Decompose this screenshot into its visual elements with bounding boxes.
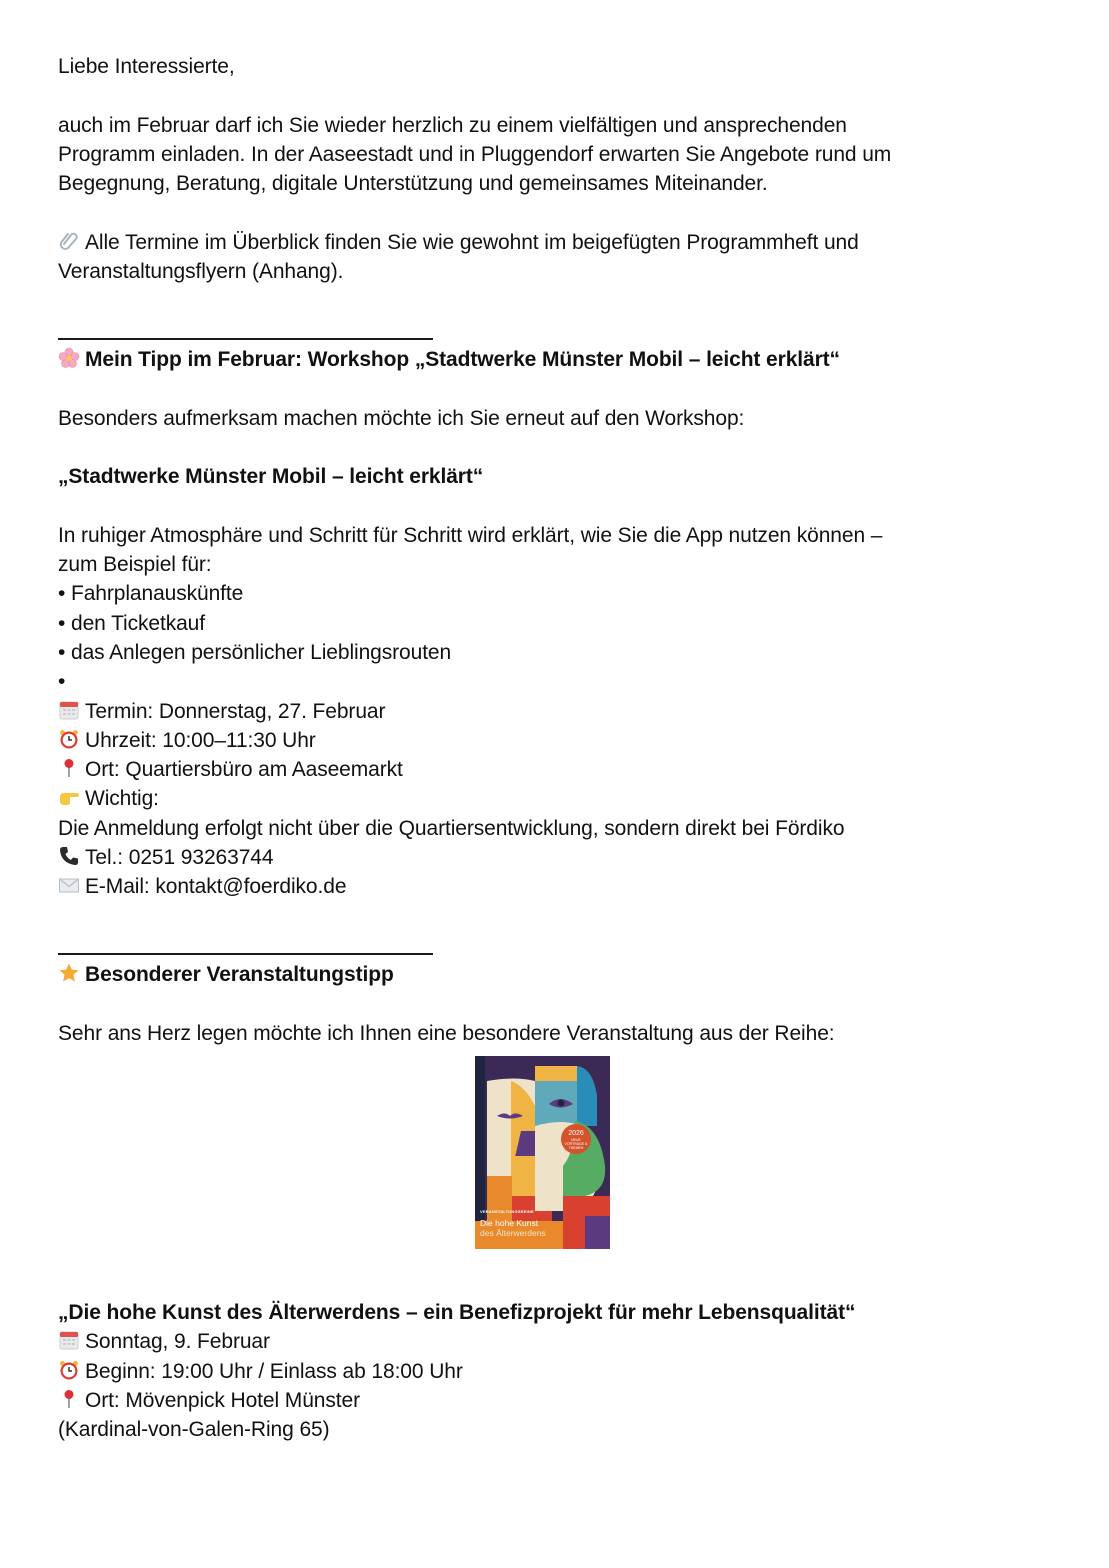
workshop-email	[58, 872, 1048, 901]
event-time-text: Beginn: 19:00 Uhr / Einlass ab 18:00 Uhr	[85, 1359, 463, 1383]
workshop-title: „Stadtwerke Münster Mobil – leicht erklärt“	[58, 465, 484, 489]
spacer	[58, 990, 1048, 1019]
tip-heading-text: Mein Tipp im Februar: Workshop „Stadtwerke Münster Mobil – leicht erklärt“	[85, 347, 840, 371]
workshop-time	[58, 726, 1048, 755]
alarm-clock-icon	[58, 1359, 80, 1381]
phone-icon	[58, 845, 80, 867]
attachment-note	[58, 228, 1048, 257]
poster-badge-year: 2026	[568, 1130, 584, 1138]
workshop-phone-text: Tel.: 0251 93263744	[85, 846, 274, 870]
intro-line: Begegnung, Beratung, digitale Unterstützung und gemeinsames Miteinander.	[58, 172, 768, 196]
separator-line	[58, 931, 1048, 960]
workshop-time-text: Uhrzeit: 10:00–11:30 Uhr	[85, 728, 316, 752]
workshop-date-text: Termin: Donnerstag, 27. Februar	[85, 699, 386, 723]
envelope-icon	[58, 874, 80, 896]
pushpin-icon	[58, 757, 80, 779]
spacer	[58, 374, 1048, 403]
attachment-text: Alle Termine im Überblick finden Sie wie gewohnt im beigefügten Programmheft und	[85, 230, 859, 254]
event-heading-text: Besonderer Veranstaltungstipp	[85, 963, 394, 987]
alarm-clock-icon	[58, 728, 80, 750]
spacer	[58, 902, 1048, 931]
intro-line: auch im Februar darf ich Sie wieder herzlich zu einem vielfältigen und ansprechenden	[58, 113, 847, 137]
workshop-place-text: Ort: Quartiersbüro am Aaseemarkt	[85, 758, 403, 782]
poster-title-line2: des Älterwerdens	[480, 1228, 546, 1239]
workshop-important-text: Wichtig:	[85, 787, 159, 811]
intro-line: Programm einladen. In der Aaseestadt und in Pluggendorf erwarten Sie Angebote rund um	[58, 142, 892, 166]
event-place-text: Ort: Mövenpick Hotel Münster	[85, 1388, 360, 1412]
spacer	[58, 433, 1048, 462]
workshop-phone	[58, 843, 1048, 872]
workshop-place	[58, 755, 1048, 784]
separator-line	[58, 316, 1048, 345]
workshop-registration: Die Anmeldung erfolgt nicht über die Quartiersentwicklung, sondern direkt bei Fördiko	[58, 816, 845, 840]
star-icon	[58, 962, 80, 984]
workshop-email-text: E-Mail: kontakt@foerdiko.de	[85, 875, 347, 899]
event-place	[58, 1386, 1048, 1415]
attachment-text-2: Veranstaltungsflyern (Anhang).	[58, 260, 344, 284]
event-heading	[58, 960, 1048, 989]
event-date-text: Sonntag, 9. Februar	[85, 1330, 270, 1354]
workshop-date	[58, 697, 1048, 726]
event-address: (Kardinal-von-Galen-Ring 65)	[58, 1418, 330, 1442]
spacer	[58, 491, 1048, 520]
tip-lead: Besonders aufmerksam machen möchte ich Sie erneut auf den Workshop:	[58, 406, 745, 430]
event-title: „Die hohe Kunst des Älterwerdens – ein Benefizprojekt für mehr Lebensqualität“	[58, 1301, 856, 1325]
poster-title-line1: Die hohe Kunst	[480, 1218, 539, 1229]
bullet-item: • das Anlegen persönlicher Lieblingsrouten	[58, 640, 452, 664]
workshop-description: In ruhiger Atmosphäre und Schritt für Schritt wird erklärt, wie Sie die App nutzen können –	[58, 523, 883, 547]
event-lead: Sehr ans Herz legen möchte ich Ihnen eine besondere Veranstaltung aus der Reihe:	[58, 1021, 835, 1045]
spacer	[58, 198, 1048, 227]
workshop-important	[58, 784, 1048, 813]
poster-container	[58, 1048, 1048, 1298]
bullet-item: •	[58, 670, 66, 694]
poster-badge-text: NEUE VORTRÄGE & THEMEN	[564, 1138, 588, 1151]
calendar-icon	[58, 1329, 80, 1351]
event-poster-image	[475, 1056, 610, 1249]
bullet-item: • Fahrplanauskünfte	[58, 582, 244, 606]
event-time	[58, 1357, 1048, 1386]
letter-body	[58, 52, 1048, 1445]
greeting: Liebe Interessierte,	[58, 55, 235, 78]
calendar-icon	[58, 699, 80, 721]
pointing-hand-icon	[58, 786, 80, 808]
spacer	[58, 81, 1048, 110]
bullet-item: • den Ticketkauf	[58, 611, 205, 635]
event-date	[58, 1327, 1048, 1356]
poster-badge	[561, 1124, 591, 1154]
paperclip-icon	[58, 230, 80, 252]
workshop-description: zum Beispiel für:	[58, 553, 212, 577]
poster-series-label: VERANSTALTUNGSREIHE	[480, 1209, 534, 1215]
spacer	[58, 286, 1048, 315]
cherry-blossom-icon	[58, 347, 80, 369]
pushpin-icon	[58, 1388, 80, 1410]
tip-heading	[58, 345, 1048, 374]
